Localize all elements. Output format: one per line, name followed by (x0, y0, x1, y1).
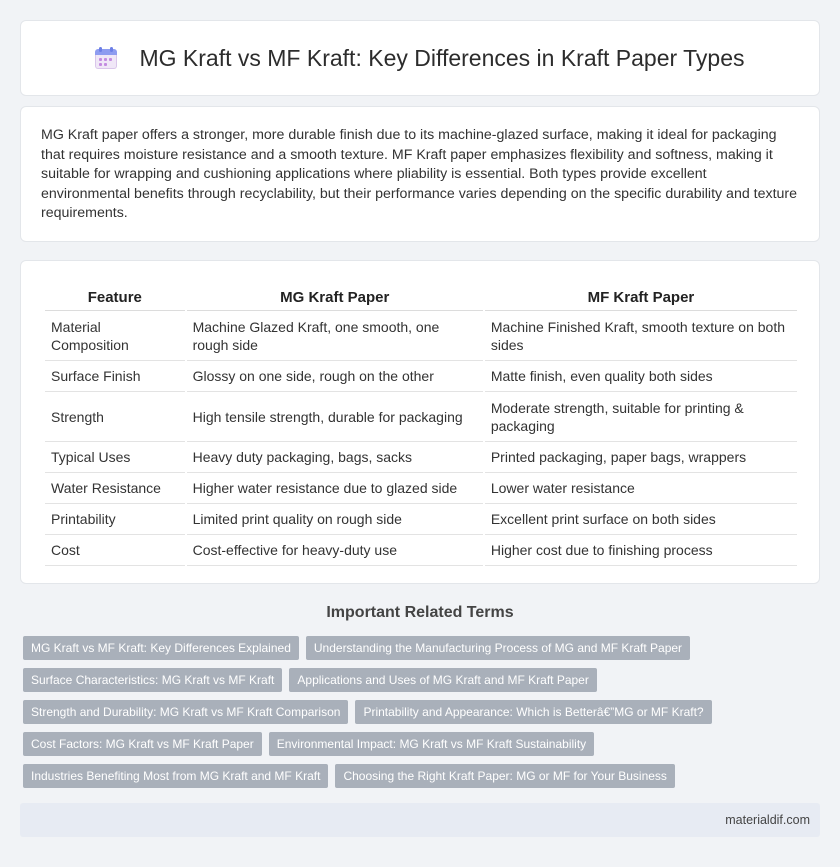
table-row (45, 392, 797, 442)
feature-cell: Cost (45, 535, 185, 566)
table-row (45, 535, 797, 566)
summary-card (20, 106, 820, 242)
mg-cell: Higher water resistance due to glazed side (187, 473, 483, 504)
related-term-tag[interactable]: Strength and Durability: MG Kraft vs MF Kraft Comparison (23, 700, 348, 724)
footer-bar (20, 803, 820, 837)
table-row (45, 311, 797, 361)
summary-paragraph: MG Kraft paper offers a stronger, more durable finish due to its machine-glazed surface, making it ideal for packaging that requires moisture resistance and a smooth texture. MF Kraft paper emphasizes flexibility and softness, making it suitable for wrapping and cushioning applications where pliability is essential. Both types provide excellent environmental benefits through recyclability, but their performance varies depending on the specific durability and texture requirements. (41, 127, 798, 222)
related-term-tag[interactable]: Environmental Impact: MG Kraft vs MF Kraft Sustainability (269, 732, 594, 756)
table-row (45, 473, 797, 504)
related-term-tag[interactable]: Surface Characteristics: MG Kraft vs MF Kraft (23, 668, 282, 692)
table-header-row (45, 287, 797, 311)
related-term-tag[interactable]: Understanding the Manufacturing Process of MG and MF Kraft Paper (306, 636, 690, 660)
header-feature: Feature (45, 287, 185, 311)
mg-cell: High tensile strength, durable for packaging (187, 392, 483, 442)
mg-cell: Heavy duty packaging, bags, sacks (187, 442, 483, 473)
feature-cell: Printability (45, 504, 185, 535)
table-row (45, 504, 797, 535)
mf-cell: Higher cost due to finishing process (485, 535, 797, 566)
mg-cell: Limited print quality on rough side (187, 504, 483, 535)
related-terms-list (23, 636, 813, 796)
feature-cell: Water Resistance (45, 473, 185, 504)
calendar-icon (95, 47, 117, 69)
feature-cell: Surface Finish (45, 361, 185, 392)
mf-cell: Excellent print surface on both sides (485, 504, 797, 535)
related-term-tag[interactable]: Applications and Uses of MG Kraft and MF Kraft Paper (289, 668, 596, 692)
comparison-table (43, 287, 799, 566)
related-term-tag[interactable]: MG Kraft vs MF Kraft: Key Differences Explained (23, 636, 299, 660)
header-card (20, 20, 820, 96)
title-wrap (95, 45, 744, 72)
header-mg-kraft: MG Kraft Paper (187, 287, 483, 311)
header-mf-kraft: MF Kraft Paper (485, 287, 797, 311)
mf-cell: Lower water resistance (485, 473, 797, 504)
related-term-tag[interactable]: Choosing the Right Kraft Paper: MG or MF for Your Business (335, 764, 674, 788)
comparison-table-card (20, 260, 820, 584)
related-terms-title: Important Related Terms (326, 604, 514, 621)
related-term-tag[interactable]: Cost Factors: MG Kraft vs MF Kraft Paper (23, 732, 262, 756)
mg-cell: Cost-effective for heavy-duty use (187, 535, 483, 566)
feature-cell: Material Composition (45, 311, 185, 361)
mg-cell: Machine Glazed Kraft, one smooth, one rough side (187, 311, 483, 361)
related-term-tag[interactable]: Printability and Appearance: Which is Betterâ€”MG or MF Kraft? (355, 700, 711, 724)
page-title: MG Kraft vs MF Kraft: Key Differences in Kraft Paper Types (139, 44, 745, 71)
mf-cell: Printed packaging, paper bags, wrappers (485, 442, 797, 473)
mf-cell: Machine Finished Kraft, smooth texture on both sides (485, 311, 797, 361)
table-row (45, 361, 797, 392)
table-row (45, 442, 797, 473)
footer-site-link[interactable]: materialdif.com (725, 813, 810, 827)
mg-cell: Glossy on one side, rough on the other (187, 361, 483, 392)
mf-cell: Moderate strength, suitable for printing & packaging (485, 392, 797, 442)
feature-cell: Strength (45, 392, 185, 442)
feature-cell: Typical Uses (45, 442, 185, 473)
related-term-tag[interactable]: Industries Benefiting Most from MG Kraft and MF Kraft (23, 764, 328, 788)
mf-cell: Matte finish, even quality both sides (485, 361, 797, 392)
